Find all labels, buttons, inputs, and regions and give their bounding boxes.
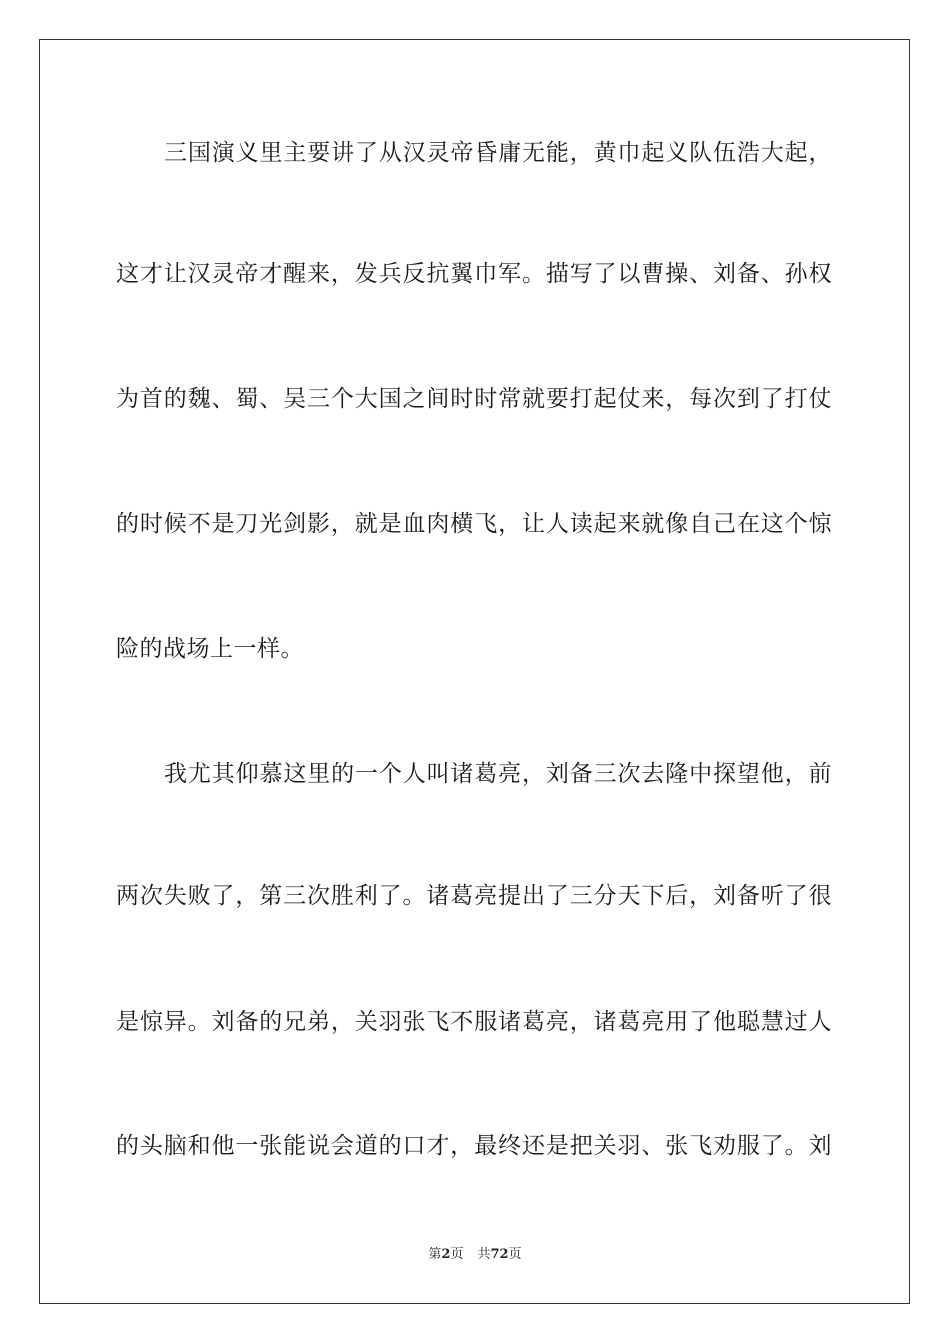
paragraph-2-line-4: 的头脑和他一张能说会道的口才，最终还是把关羽、张飞劝服了。刘 [116,1133,832,1159]
paragraph-2-line-3: 是惊异。刘备的兄弟，关羽张飞不服诸葛亮，诸葛亮用了他聪慧过人 [116,1009,832,1035]
paragraph-1-line-3: 为首的魏、蜀、吴三个大国之间时时常就要打起仗来，每次到了打仗 [116,386,832,412]
paragraph-2-line-2: 两次失败了，第三次胜利了。诸葛亮提出了三分天下后，刘备听了很 [116,883,832,909]
page-border [39,39,910,1304]
paragraph-1-line-1: 三国演义里主要讲了从汉灵帝昏庸无能，黄巾起义队伍浩大起， [164,140,832,166]
footer-page-prefix: 第 [428,1247,442,1262]
paragraph-1-line-2: 这才让汉灵帝才醒来，发兵反抗翼巾军。描写了以曹操、刘备、孙权 [116,261,832,287]
footer-total-prefix: 共 [477,1247,491,1262]
footer-total-suffix: 页 [508,1247,522,1262]
footer-total-pages: 72 [490,1247,509,1262]
paragraph-1-line-5: 险的战场上一样。 [116,636,304,662]
footer-page-number: 2 [441,1247,451,1262]
paragraph-2-line-1: 我尤其仰慕这里的一个人叫诸葛亮，刘备三次去隆中探望他，前 [164,761,832,787]
page-footer [0,1246,950,1264]
footer-page-suffix: 页 [450,1247,464,1262]
paragraph-1-line-4: 的时候不是刀光剑影，就是血肉横飞，让人读起来就像自己在这个惊 [116,511,832,537]
